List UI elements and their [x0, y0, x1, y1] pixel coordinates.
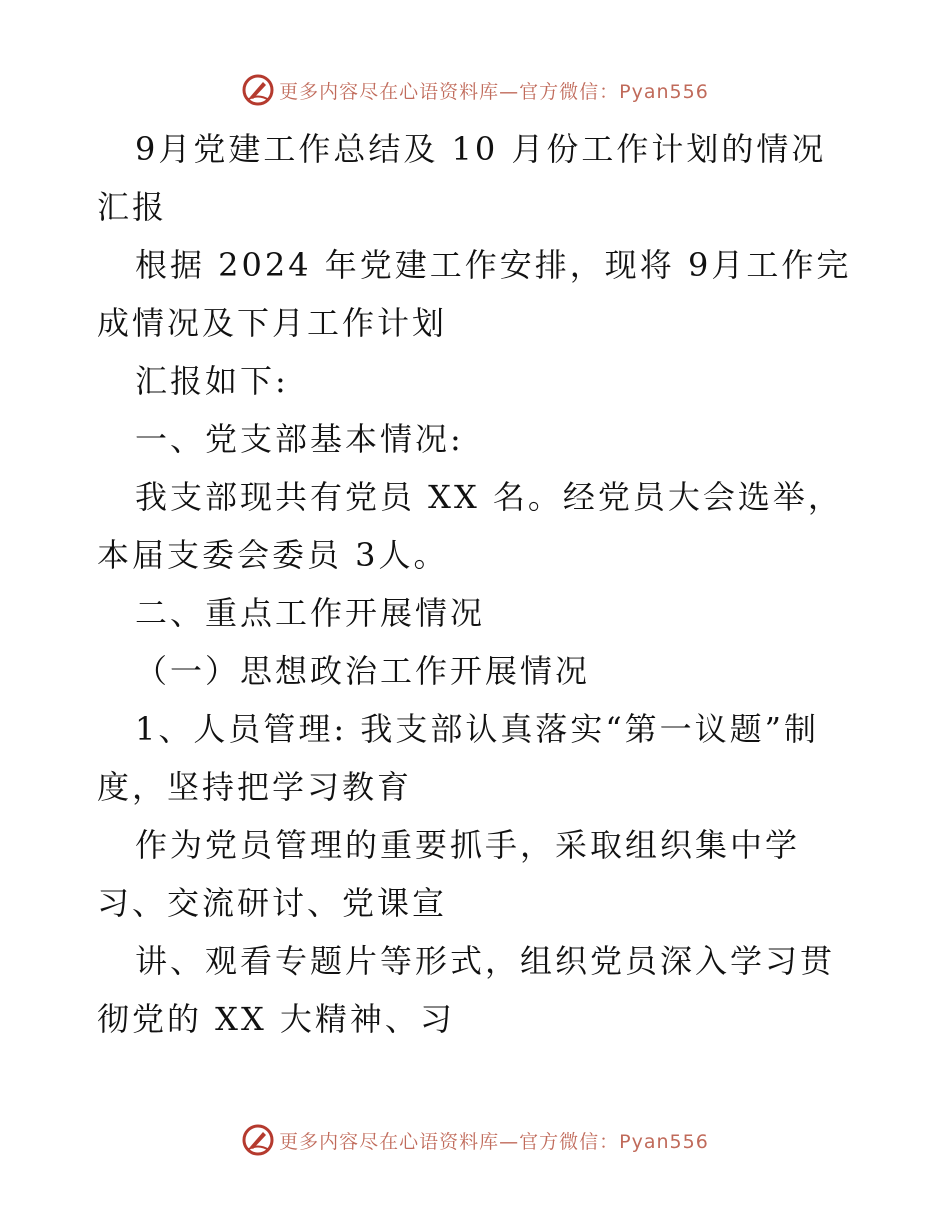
paragraph: 汇报如下: [135, 362, 289, 400]
section-heading: 二、重点工作开展情况 [135, 594, 486, 632]
section-heading: 一、党支部基本情况: [135, 420, 464, 458]
watermark-text: 更多内容尽在心语资料库—官方微信：Pyan556 [279, 1130, 709, 1153]
paragraph: 1、人员管理: 我支部认真落实“第一议题”制度，坚持把学习教育 [97, 710, 820, 806]
watermark-footer [0, 1120, 950, 1160]
paragraph: 根据 2024 年党建工作安排，现将 9月工作完成情况及下月工作计划 [97, 246, 852, 342]
paragraph: 作为党员管理的重要抓手，采取组织集中学习、交流研讨、党课宣 [97, 826, 801, 922]
watermark-header [0, 70, 950, 110]
document-body [97, 120, 857, 1048]
document-title: 9月党建工作总结及 10 月份工作计划的情况汇报 [97, 130, 827, 226]
paragraph: 讲、观看专题片等形式，组织党员深入学习贯彻党的 XX 大精神、习 [97, 942, 836, 1038]
subsection-heading: （一）思想政治工作开展情况 [135, 652, 591, 690]
pen-swirl-icon [241, 73, 275, 107]
pen-swirl-icon [241, 1123, 275, 1157]
watermark-text: 更多内容尽在心语资料库—官方微信：Pyan556 [279, 80, 709, 103]
paragraph: 我支部现共有党员 XX 名。经党员大会选举，本届支委会委员 3人。 [97, 478, 843, 574]
